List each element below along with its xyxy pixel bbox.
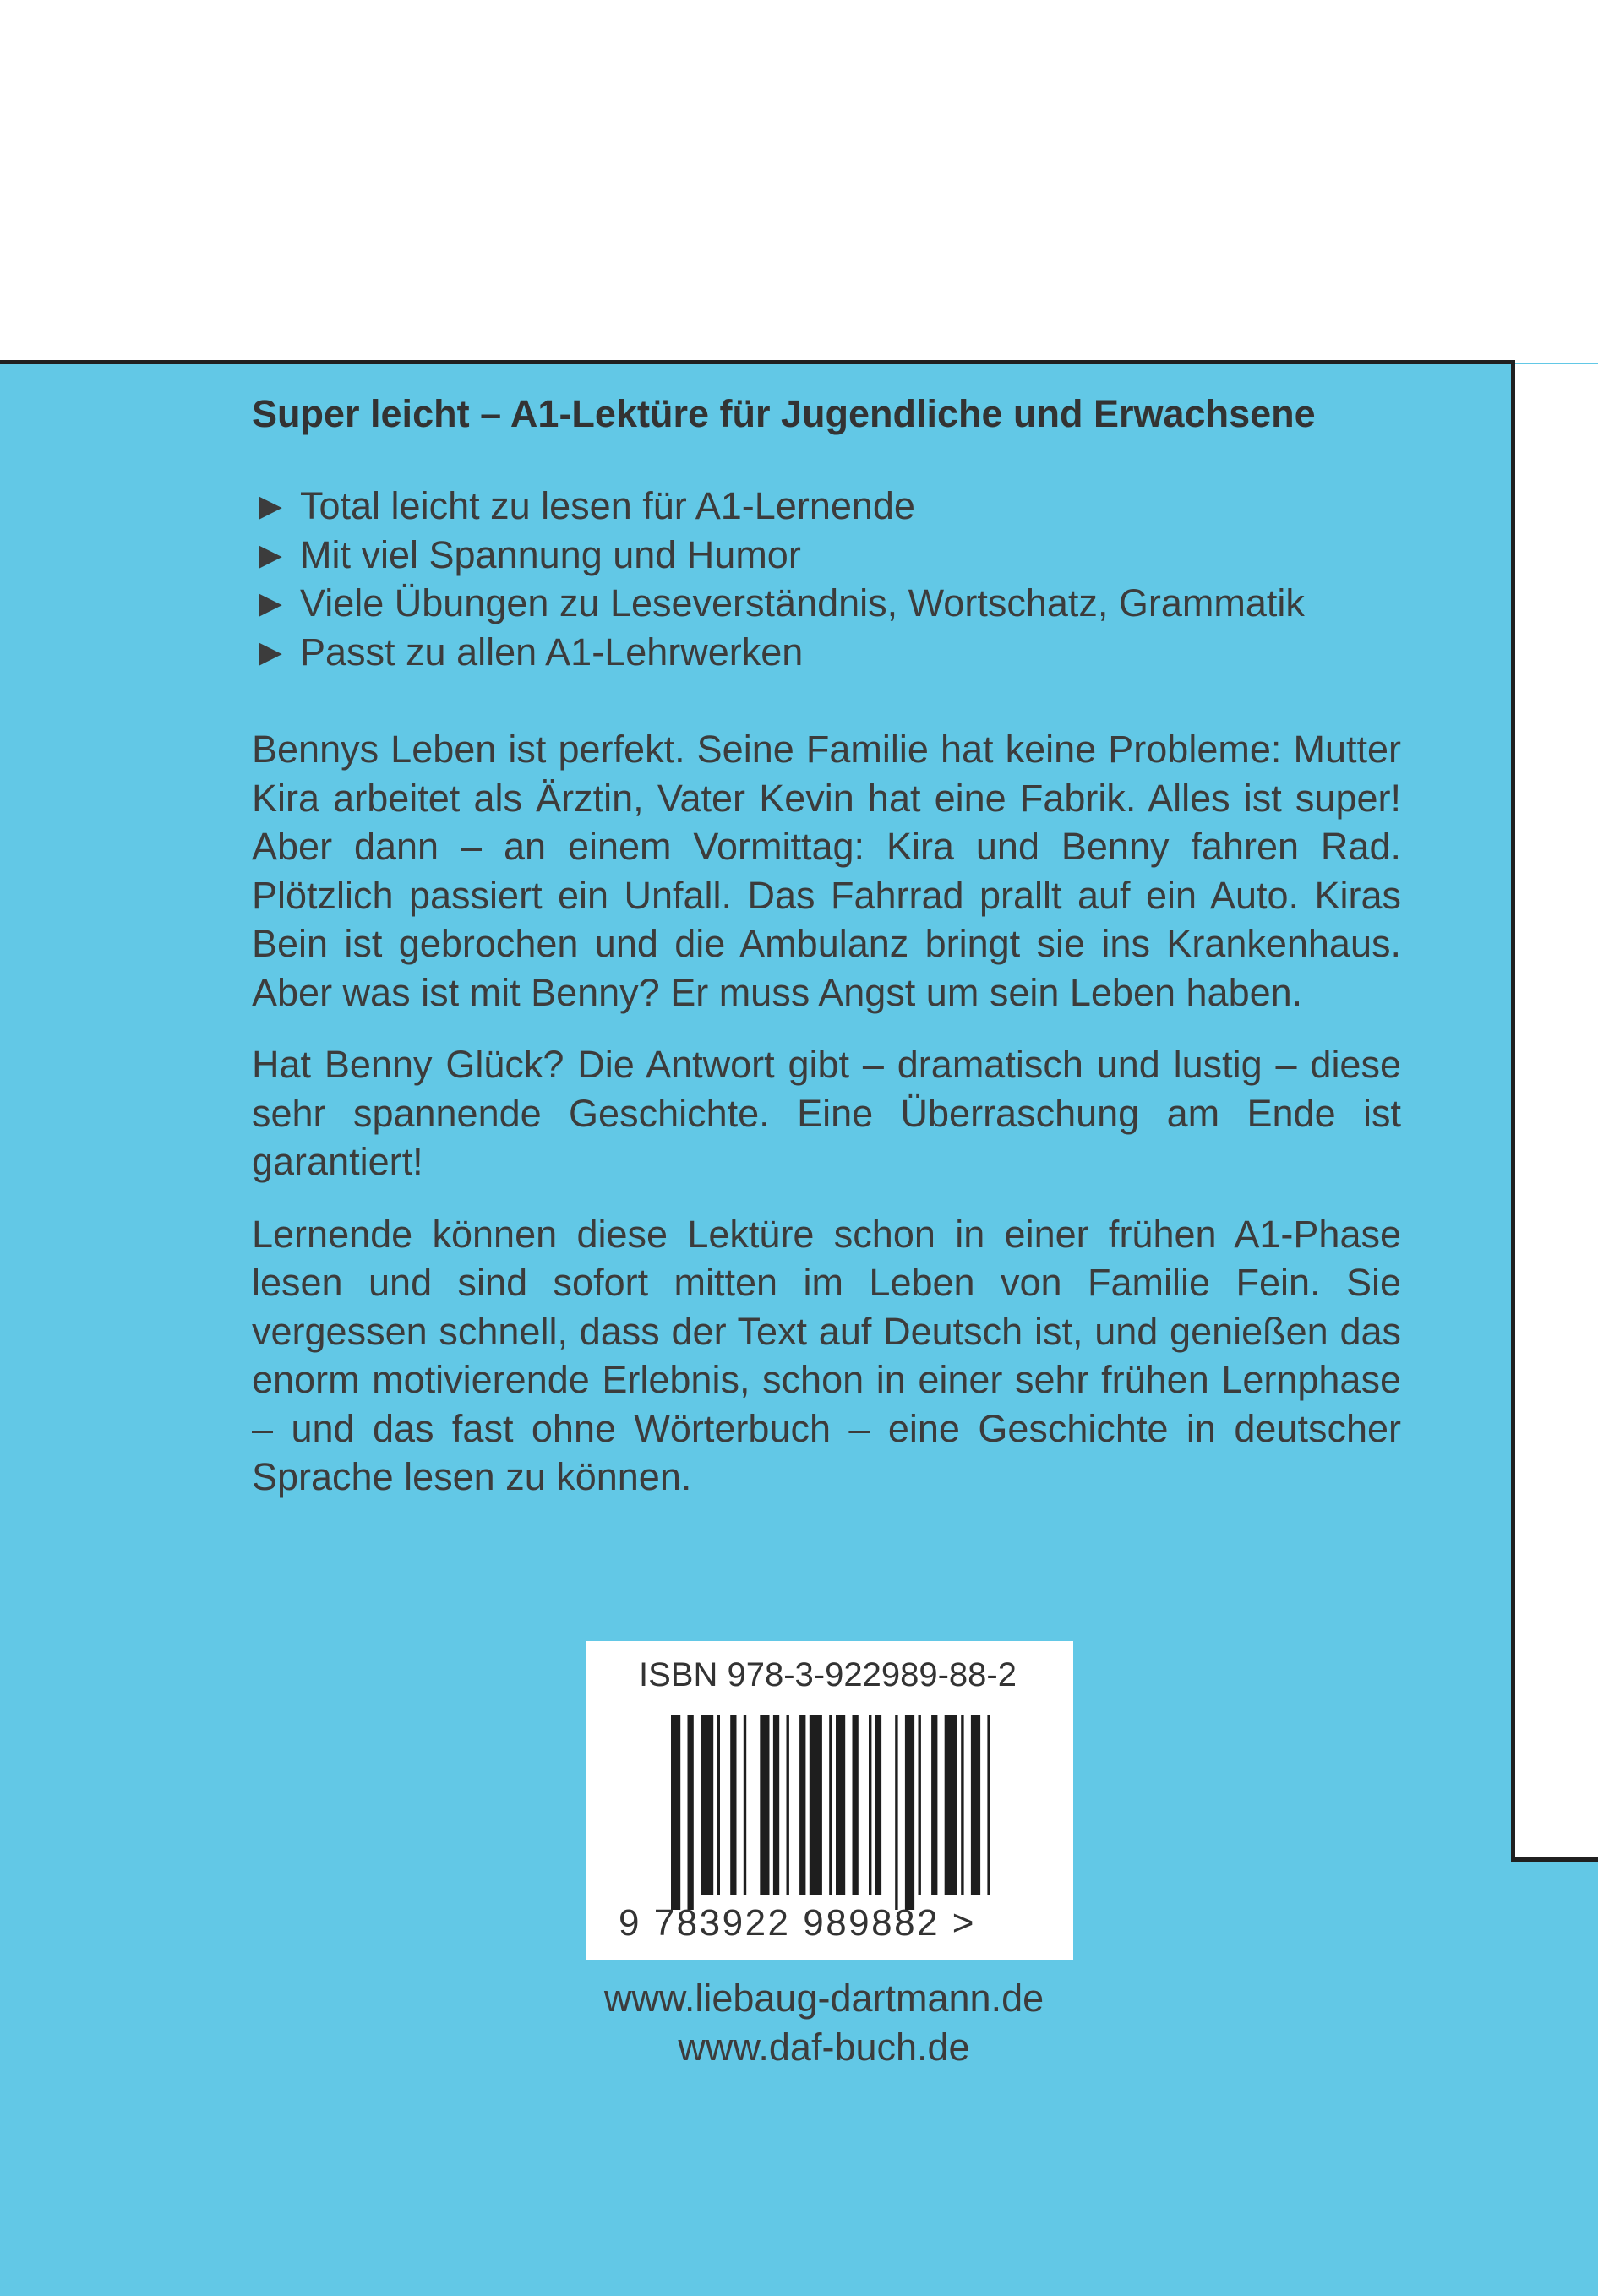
blurb-paragraph-story: Bennys Leben ist perfekt. Seine Familie hat keine Probleme: Mutter Kira arbeitet als Ärztin, Vater Kevin hat eine Fabrik. Alles ist super! Aber dann – an einem Vormittag: Kira und Benny fahren Rad. Plötzlich passiert ein Unfall. Das Fahrrad prallt auf ein Auto. Kiras Bein ist gebrochen und die Ambulanz bringt sie ins Krankenhaus. Aber was ist mit Benny? Er muss Angst um sein Leben haben.: [252, 728, 1401, 1014]
barcode-bar: [799, 1715, 805, 1895]
barcode-bar: [829, 1715, 832, 1895]
barcode-bar: [987, 1715, 990, 1895]
triangle-bullet-icon: ►: [252, 581, 290, 624]
barcode-bar: [836, 1715, 845, 1895]
feature-item: [252, 531, 1401, 580]
barcode-bar: [810, 1715, 822, 1895]
cover-edge-right: [1511, 360, 1515, 1861]
triangle-bullet-icon: ►: [252, 532, 290, 576]
isbn-barcode: [586, 1641, 1073, 1960]
feature-item: [252, 579, 1401, 628]
barcode-bar: [688, 1715, 694, 1910]
barcode-bar: [961, 1715, 963, 1895]
barcode-bar: [671, 1715, 680, 1910]
headline: Super leicht – A1-Lektüre für Jugendliche und Erwachsene: [252, 392, 1316, 435]
website-link[interactable]: www.liebaug-dartmann.de: [603, 1977, 1044, 2020]
barcode-bar: [701, 1715, 713, 1895]
cover-edge-bottom: [1511, 1857, 1598, 1862]
blurb-paragraph-learners: Lernende können diese Lektüre schon in einer frühen A1-Phase lesen und sind sofort mitten im Leben von Familie Fein. Sie vergessen schnell, dass der Text auf Deutsch ist, und genießen das enorm motivierende Erlebnis, schon in einer sehr frühen Lernphase – und das fast ohne Wörterbuch – eine Geschichte in deutscher Sprache lesen zu können.: [252, 1212, 1401, 1498]
website-link[interactable]: www.daf-buch.de: [678, 2026, 970, 2069]
barcode-bar: [971, 1715, 980, 1895]
barcode-bar: [730, 1715, 736, 1895]
barcode-bar: [760, 1715, 769, 1895]
spine-area: [1515, 364, 1598, 1857]
barcode-bar: [905, 1715, 914, 1910]
barcode-bar: [773, 1715, 779, 1895]
barcode-bar: [895, 1715, 897, 1910]
publisher-websites: [456, 1974, 1192, 2072]
barcode-bar: [717, 1715, 720, 1895]
back-cover-text: [252, 390, 1401, 1502]
triangle-bullet-icon: ►: [252, 484, 290, 527]
barcode-bar: [869, 1715, 871, 1895]
feature-item: [252, 482, 1401, 531]
cover-edge-top: [0, 360, 1515, 364]
feature-list: [252, 482, 1401, 676]
feature-text: Mit viel Spannung und Humor: [300, 532, 801, 576]
barcode-bar: [875, 1715, 881, 1895]
isbn-label: ISBN 978-3-922989-88-2: [639, 1656, 1017, 1693]
triangle-bullet-icon: ►: [252, 630, 290, 674]
feature-item: [252, 628, 1401, 677]
barcode-bar: [931, 1715, 937, 1895]
blurb-paragraph-teaser: Hat Benny Glück? Die Antwort gibt – dramatisch und lustig – diese sehr spannende Geschichte. Eine Überraschung am Ende ist garantiert!: [252, 1043, 1401, 1183]
barcode-bar: [744, 1715, 746, 1895]
barcode-digits: 9 783922 989882 >: [619, 1902, 976, 1944]
feature-text: Passt zu allen A1-Lehrwerken: [300, 630, 804, 674]
barcode-bar: [853, 1715, 859, 1895]
barcode-bar: [919, 1715, 921, 1895]
barcode-bar: [945, 1715, 957, 1895]
feature-text: Viele Übungen zu Leseverständnis, Wortschatz, Grammatik: [300, 581, 1305, 624]
feature-text: Total leicht zu lesen für A1-Lernende: [300, 484, 915, 527]
barcode-bar: [787, 1715, 789, 1895]
